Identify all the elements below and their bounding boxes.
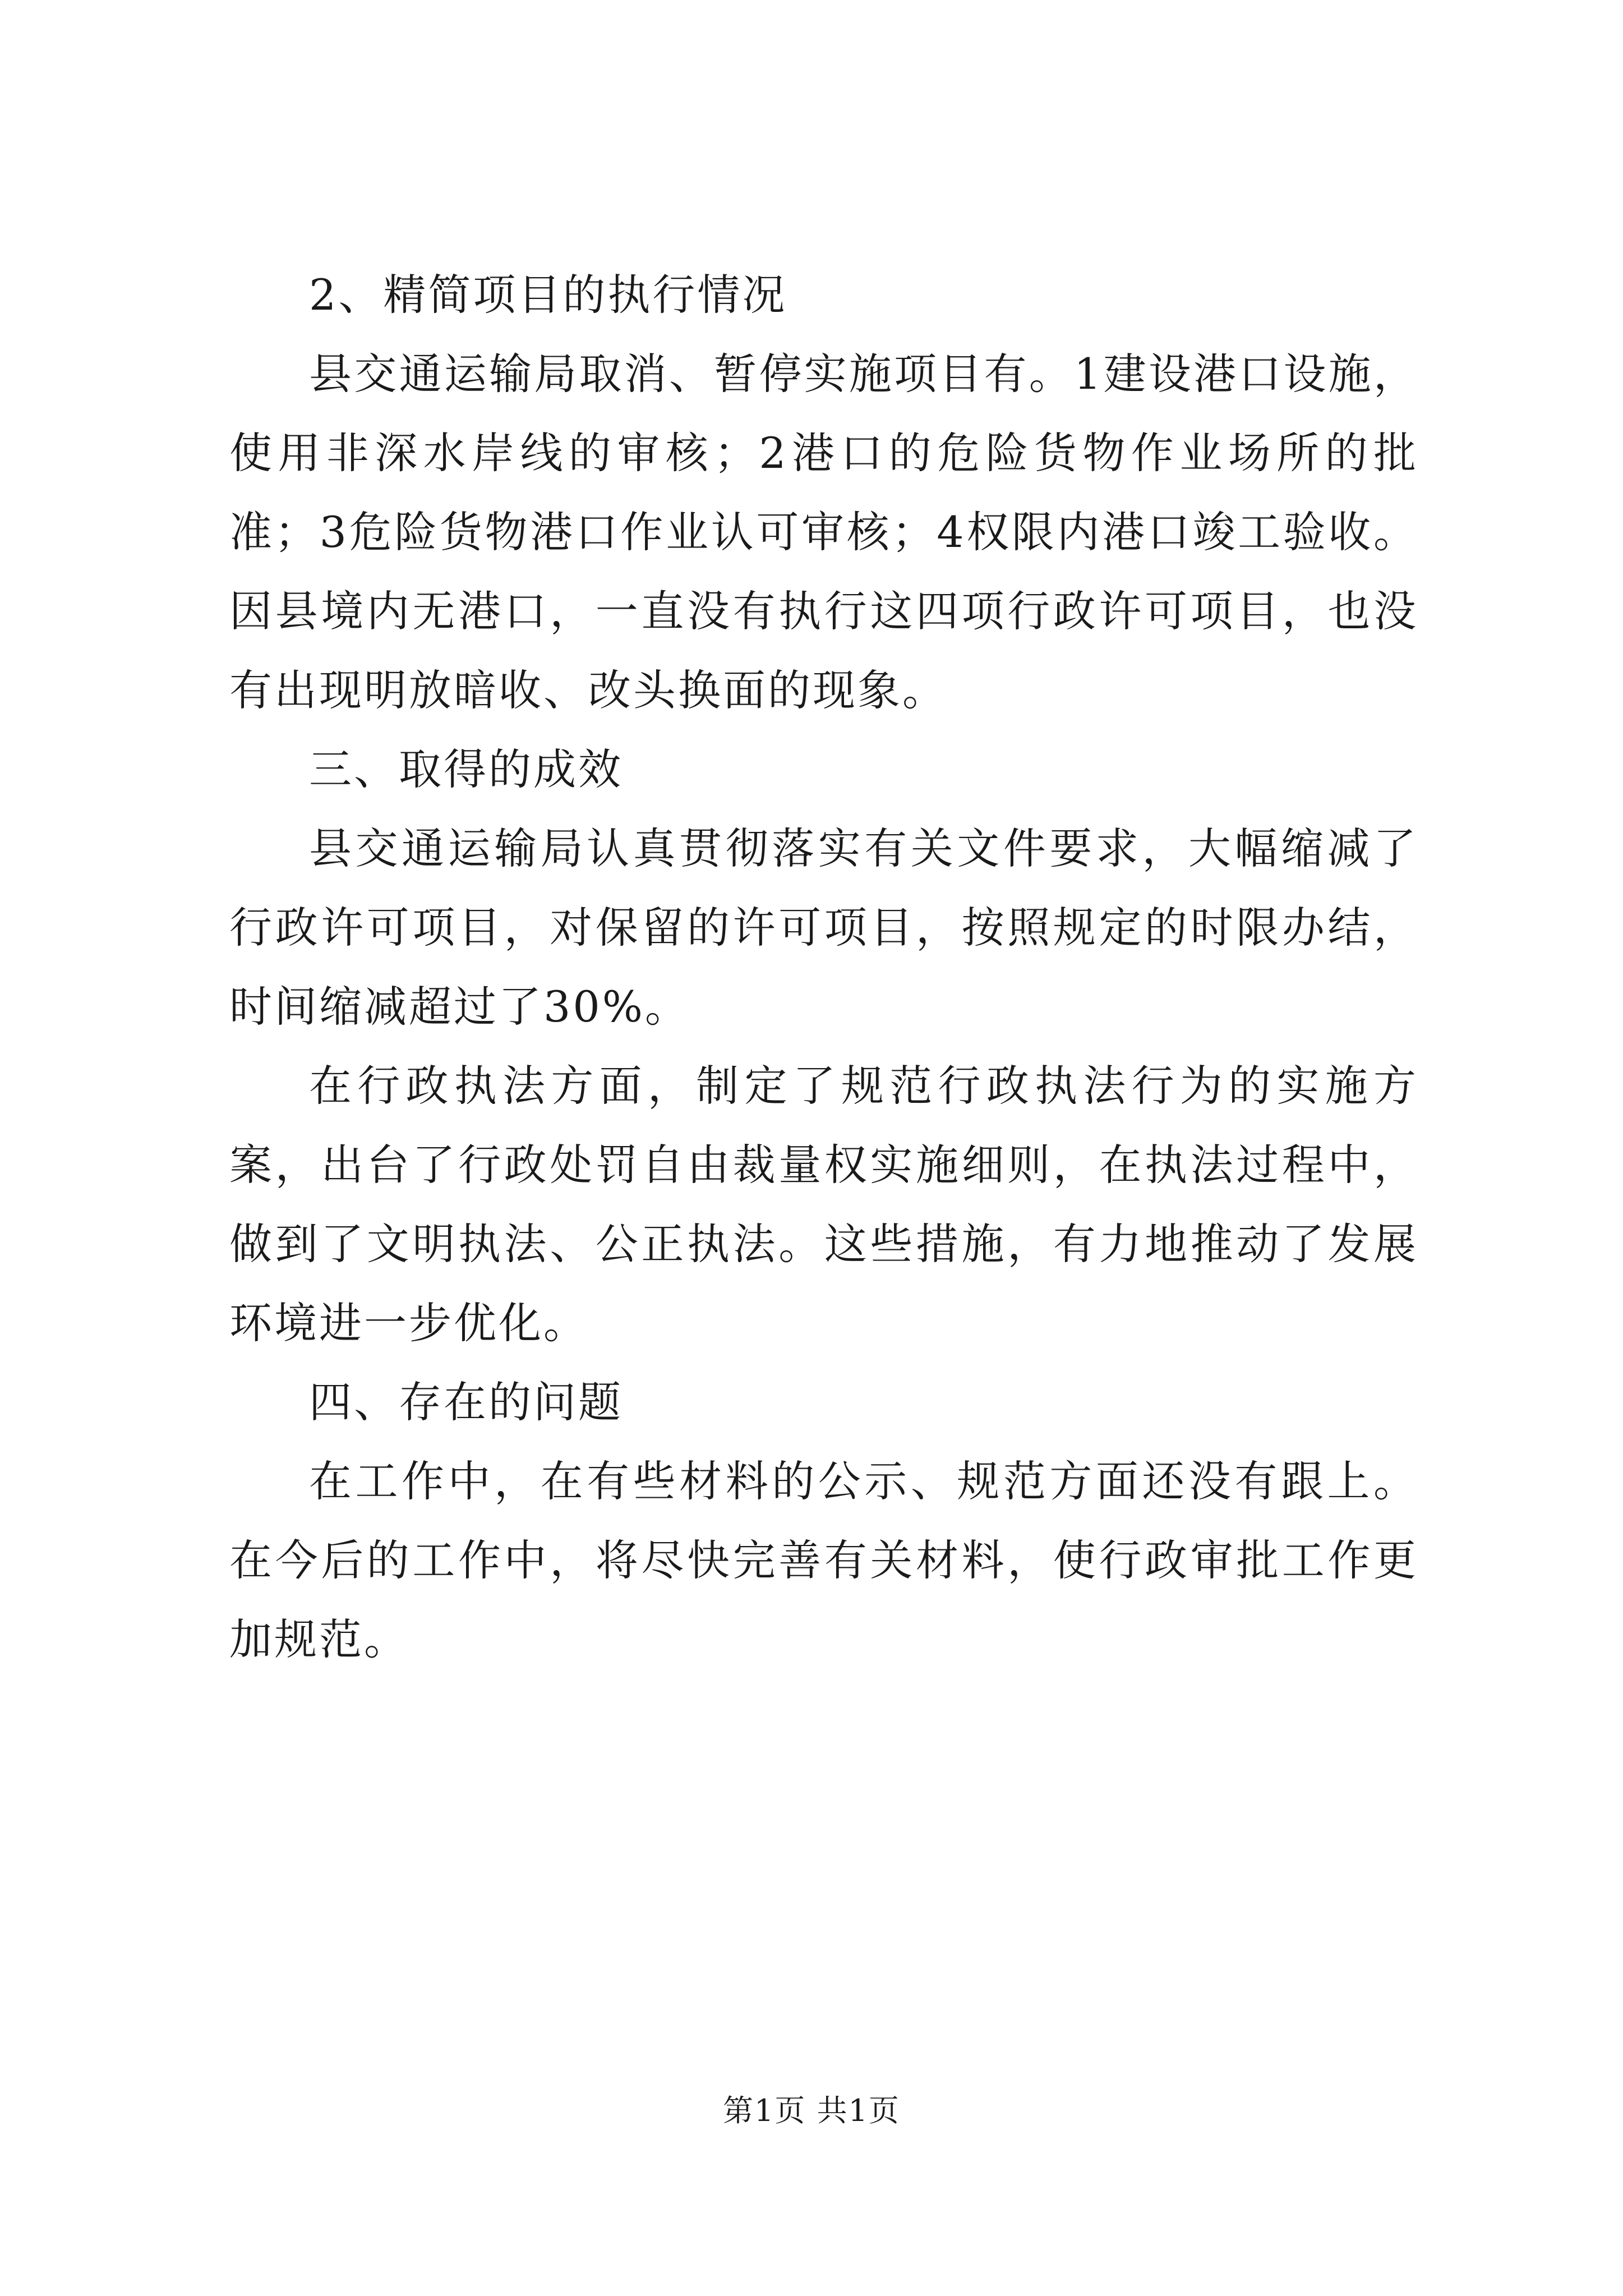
section-heading-streamlined-items: 2、精简项目的执行情况 xyxy=(309,270,787,320)
paragraph-problems: 在工作中，在有些材料的公示、规范方面还没有跟上。在今后的工作中，将尽快完善有关材料，使行政审批工作更加规范。 xyxy=(229,1456,1418,1664)
paragraph-results: 县交通运输局认真贯彻落实有关文件要求，大幅缩减了行政许可项目，对保留的许可项目，按照规定的时限办结，时间缩减超过了30%。 xyxy=(229,823,1418,1032)
paragraph-law-enforcement: 在行政执法方面，制定了规范行政执法行为的实施方案，出台了行政处罚自由裁量权实施细则，在执法过程中，做到了文明执法、公正执法。这些措施，有力地推动了发展环境进一步优化。 xyxy=(229,1061,1418,1348)
paragraph-cancelled-items: 县交通运输局取消、暂停实施项目有。1建设港口设施，使用非深水岸线的审核；2港口的危险货物作业场所的批准；3危险货物港口作业认可审核；4权限内港口竣工验收。因县境内无港口，一直没有执行这四项行政许可项目，也没有出现明放暗收、改头换面的现象。 xyxy=(229,349,1418,715)
section-heading-problems: 四、存在的问题 xyxy=(309,1377,623,1427)
document-body xyxy=(229,255,1418,1679)
page-footer: 第1页 共1页 xyxy=(723,2093,900,2128)
section-heading-results: 三、取得的成效 xyxy=(309,744,623,794)
